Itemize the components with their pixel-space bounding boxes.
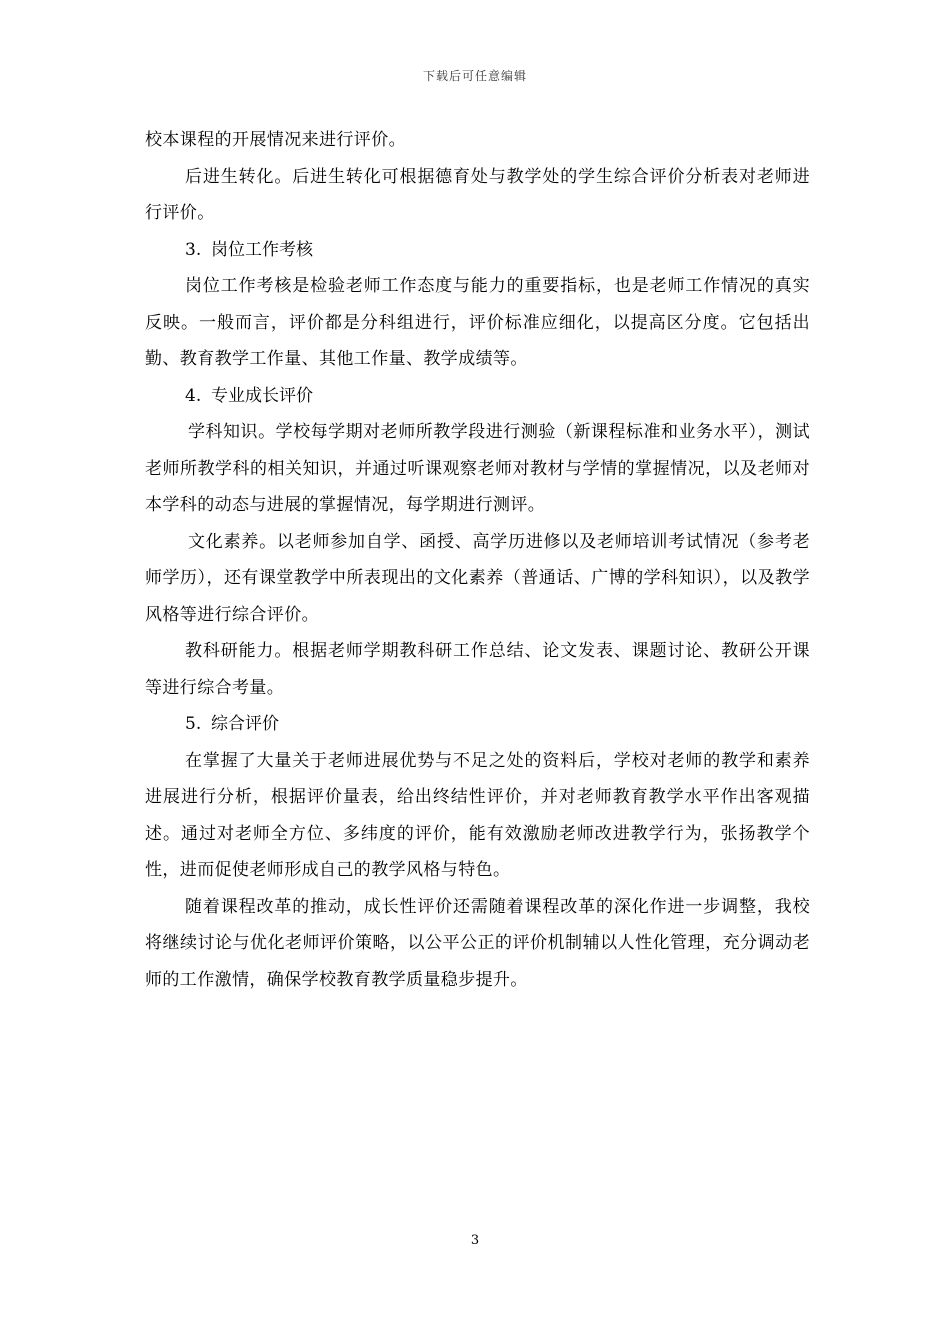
paragraph-comprehensive-evaluation: 在掌握了大量关于老师进展优势与不足之处的资料后，学校对老师的教学和素养进展进行分析，根据评价量表，给出终结性评价，并对老师教育教学水平作出客观描述。通过对老师全方位、多纬度的评价，能有效激励老师改进教学行为，张扬教学个性，进而促使老师形成自己的教学风格与特色。 bbox=[145, 750, 810, 880]
paragraph-subject-knowledge: 学科知识。学校每学期对老师所教学段进行测验（新课程标准和业务水平），测试老师所教学科的相关知识，并通过听课观察老师对教材与学情的掌握情况，以及老师对本学科的动态与进展的掌握情况，每学期进行测评。 bbox=[145, 422, 810, 515]
paragraph-course-evaluation: 校本课程的开展情况来进行评价。 bbox=[145, 130, 406, 150]
section-heading-3 bbox=[145, 232, 810, 269]
section-number-5: 5. bbox=[185, 714, 202, 734]
section-heading-5 bbox=[145, 706, 810, 743]
section-title-4: 专业成长评价 bbox=[211, 385, 313, 406]
section-heading-4 bbox=[145, 378, 810, 415]
page-number: 3 bbox=[470, 1233, 480, 1248]
section-number-3: 3. bbox=[185, 239, 202, 260]
paragraph-underachiever-transformation: 后进生转化。后进生转化可根据德育处与教学处的学生综合评价分析表对老师进行评价。 bbox=[145, 166, 810, 223]
document-body bbox=[145, 122, 810, 998]
section-title-5: 综合评价 bbox=[211, 714, 279, 734]
header-note: 下载后可任意编辑 bbox=[422, 69, 527, 83]
paragraph-cultural-literacy: 文化素养。以老师参加自学、函授、高学历进修以及老师培训考试情况（参考老师学历），还有课堂教学中所表现出的文化素养（普通话、广博的学科知识），以及教学风格等进行综合评价。 bbox=[145, 531, 810, 625]
section-title-3: 岗位工作考核 bbox=[211, 239, 313, 260]
paragraph-conclusion: 随着课程改革的推动，成长性评价还需随着课程改革的深化作进一步调整，我校将继续讨论与优化老师评价策略，以公平公正的评价机制辅以人性化管理，充分调动老师的工作激情，确保学校教育教学质量稳步提升。 bbox=[145, 896, 810, 990]
paragraph-research-ability: 教科研能力。根据老师学期教科研工作总结、论文发表、课题讨论、教研公开课等进行综合考量。 bbox=[145, 641, 810, 698]
paragraph-post-assessment: 岗位工作考核是检验老师工作态度与能力的重要指标，也是老师工作情况的真实反映。一般而言，评价都是分科组进行，评价标准应细化，以提高区分度。它包括出勤、教育教学工作量、其他工作量、教学成绩等。 bbox=[145, 276, 810, 369]
section-number-4: 4. bbox=[185, 385, 202, 406]
